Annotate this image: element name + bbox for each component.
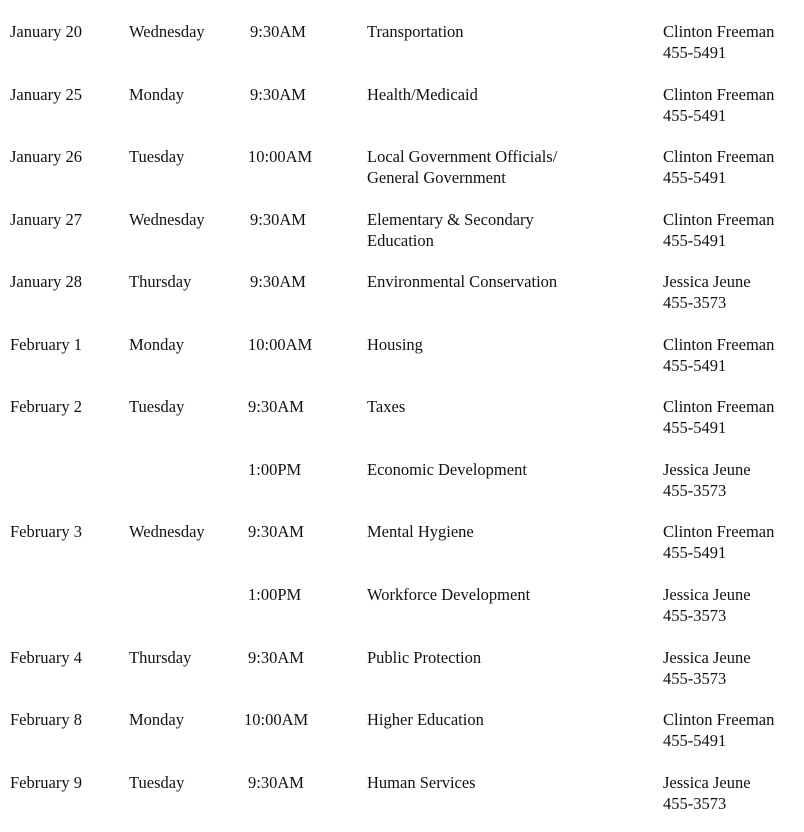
day-cell: Tuesday — [129, 773, 185, 792]
table-row — [0, 334, 804, 394]
date-cell: January 26 — [10, 147, 82, 166]
table-row — [0, 709, 804, 769]
contact-name: Clinton Freeman — [663, 522, 775, 541]
time-cell: 10:00AM — [244, 710, 309, 729]
contact-phone: 455-5491 — [663, 168, 727, 187]
contact-phone: 455-3573 — [663, 293, 727, 312]
topic-line: Mental Hygiene — [367, 522, 474, 541]
topic-cell — [367, 521, 474, 542]
table-row — [0, 647, 804, 707]
date-cell: January 27 — [10, 210, 82, 229]
day-cell: Wednesday — [129, 22, 205, 41]
topic-line: Economic Development — [367, 460, 527, 479]
contact-phone: 455-5491 — [663, 106, 727, 125]
topic-line: General Government — [367, 168, 506, 187]
topic-cell — [367, 146, 557, 188]
topic-line: Health/Medicaid — [367, 85, 478, 104]
time-cell: 9:30AM — [248, 522, 304, 541]
contact-phone: 455-3573 — [663, 794, 727, 813]
contact-name: Clinton Freeman — [663, 85, 775, 104]
topic-cell — [367, 584, 530, 605]
contact-phone: 455-5491 — [663, 731, 727, 750]
contact-name: Clinton Freeman — [663, 210, 775, 229]
contact-cell — [663, 209, 774, 251]
contact-cell — [663, 84, 774, 126]
topic-cell — [367, 21, 464, 42]
day-cell: Thursday — [129, 272, 192, 291]
topic-cell — [367, 396, 405, 417]
date-cell: February 3 — [10, 522, 82, 541]
table-row — [0, 396, 804, 456]
contact-name: Jessica Jeune — [663, 585, 751, 604]
contact-cell — [663, 772, 751, 814]
table-row — [0, 146, 804, 206]
contact-cell — [663, 709, 774, 751]
topic-line: Public Protection — [367, 648, 482, 667]
contact-phone: 455-3573 — [663, 606, 727, 625]
time-cell: 9:30AM — [248, 648, 304, 667]
topic-cell — [367, 772, 476, 793]
topic-line: Workforce Development — [367, 585, 531, 604]
contact-cell — [663, 647, 751, 689]
day-cell: Tuesday — [129, 397, 185, 416]
topic-line: Transportation — [367, 22, 464, 41]
date-cell: February 4 — [10, 648, 82, 667]
contact-phone: 455-5491 — [663, 543, 727, 562]
date-cell: January 28 — [10, 272, 82, 291]
contact-name: Jessica Jeune — [663, 460, 751, 479]
topic-line: Elementary & Secondary — [367, 210, 534, 229]
time-cell: 1:00PM — [248, 460, 302, 479]
time-cell: 9:30AM — [250, 85, 306, 104]
contact-phone: 455-3573 — [663, 669, 727, 688]
date-cell: February 1 — [10, 335, 82, 354]
topic-line: Housing — [367, 335, 423, 354]
table-row — [0, 271, 804, 331]
contact-cell — [663, 396, 774, 438]
contact-name: Clinton Freeman — [663, 147, 775, 166]
contact-cell — [663, 334, 774, 376]
topic-line: Taxes — [367, 397, 406, 416]
topic-line: Local Government Officials/ — [367, 147, 558, 166]
time-cell: 9:30AM — [248, 773, 304, 792]
topic-line: Higher Education — [367, 710, 484, 729]
contact-cell — [663, 146, 774, 188]
contact-phone: 455-5491 — [663, 231, 727, 250]
contact-phone: 455-5491 — [663, 418, 727, 437]
day-cell: Wednesday — [129, 210, 205, 229]
contact-cell — [663, 584, 751, 626]
topic-cell — [367, 334, 423, 355]
contact-cell — [663, 271, 751, 313]
time-cell: 9:30AM — [250, 210, 306, 229]
contact-phone: 455-3573 — [663, 481, 727, 500]
contact-name: Clinton Freeman — [663, 710, 775, 729]
table-row — [0, 84, 804, 144]
day-cell: Monday — [129, 85, 184, 104]
table-row — [0, 584, 804, 644]
topic-cell — [367, 709, 484, 730]
day-cell: Tuesday — [129, 147, 185, 166]
date-cell: February 2 — [10, 397, 82, 416]
contact-cell — [663, 459, 751, 501]
table-row — [0, 459, 804, 519]
contact-name: Clinton Freeman — [663, 335, 775, 354]
topic-cell — [367, 84, 478, 105]
date-cell: January 20 — [10, 22, 82, 41]
contact-name: Clinton Freeman — [663, 22, 775, 41]
day-cell: Monday — [129, 335, 184, 354]
day-cell: Thursday — [129, 648, 192, 667]
topic-line: Education — [367, 231, 434, 250]
time-cell: 9:30AM — [250, 22, 306, 41]
time-cell: 9:30AM — [248, 397, 304, 416]
table-row — [0, 21, 804, 81]
topic-cell — [367, 271, 557, 292]
topic-cell — [367, 647, 481, 668]
contact-name: Jessica Jeune — [663, 773, 751, 792]
contact-cell — [663, 21, 774, 63]
contact-name: Jessica Jeune — [663, 648, 751, 667]
contact-cell — [663, 521, 774, 563]
topic-line: Human Services — [367, 773, 476, 792]
time-cell: 9:30AM — [250, 272, 306, 291]
contact-phone: 455-5491 — [663, 356, 727, 375]
contact-name: Clinton Freeman — [663, 397, 775, 416]
topic-cell — [367, 209, 534, 251]
day-cell: Wednesday — [129, 522, 205, 541]
contact-name: Jessica Jeune — [663, 272, 751, 291]
date-cell: February 9 — [10, 773, 82, 792]
topic-line: Environmental Conservation — [367, 272, 558, 291]
day-cell: Monday — [129, 710, 184, 729]
date-cell: February 8 — [10, 710, 82, 729]
topic-cell — [367, 459, 527, 480]
table-row — [0, 772, 804, 832]
time-cell: 10:00AM — [248, 147, 313, 166]
table-row — [0, 209, 804, 269]
table-row — [0, 521, 804, 581]
time-cell: 1:00PM — [248, 585, 302, 604]
time-cell: 10:00AM — [248, 335, 313, 354]
contact-phone: 455-5491 — [663, 43, 727, 62]
date-cell: January 25 — [10, 85, 82, 104]
